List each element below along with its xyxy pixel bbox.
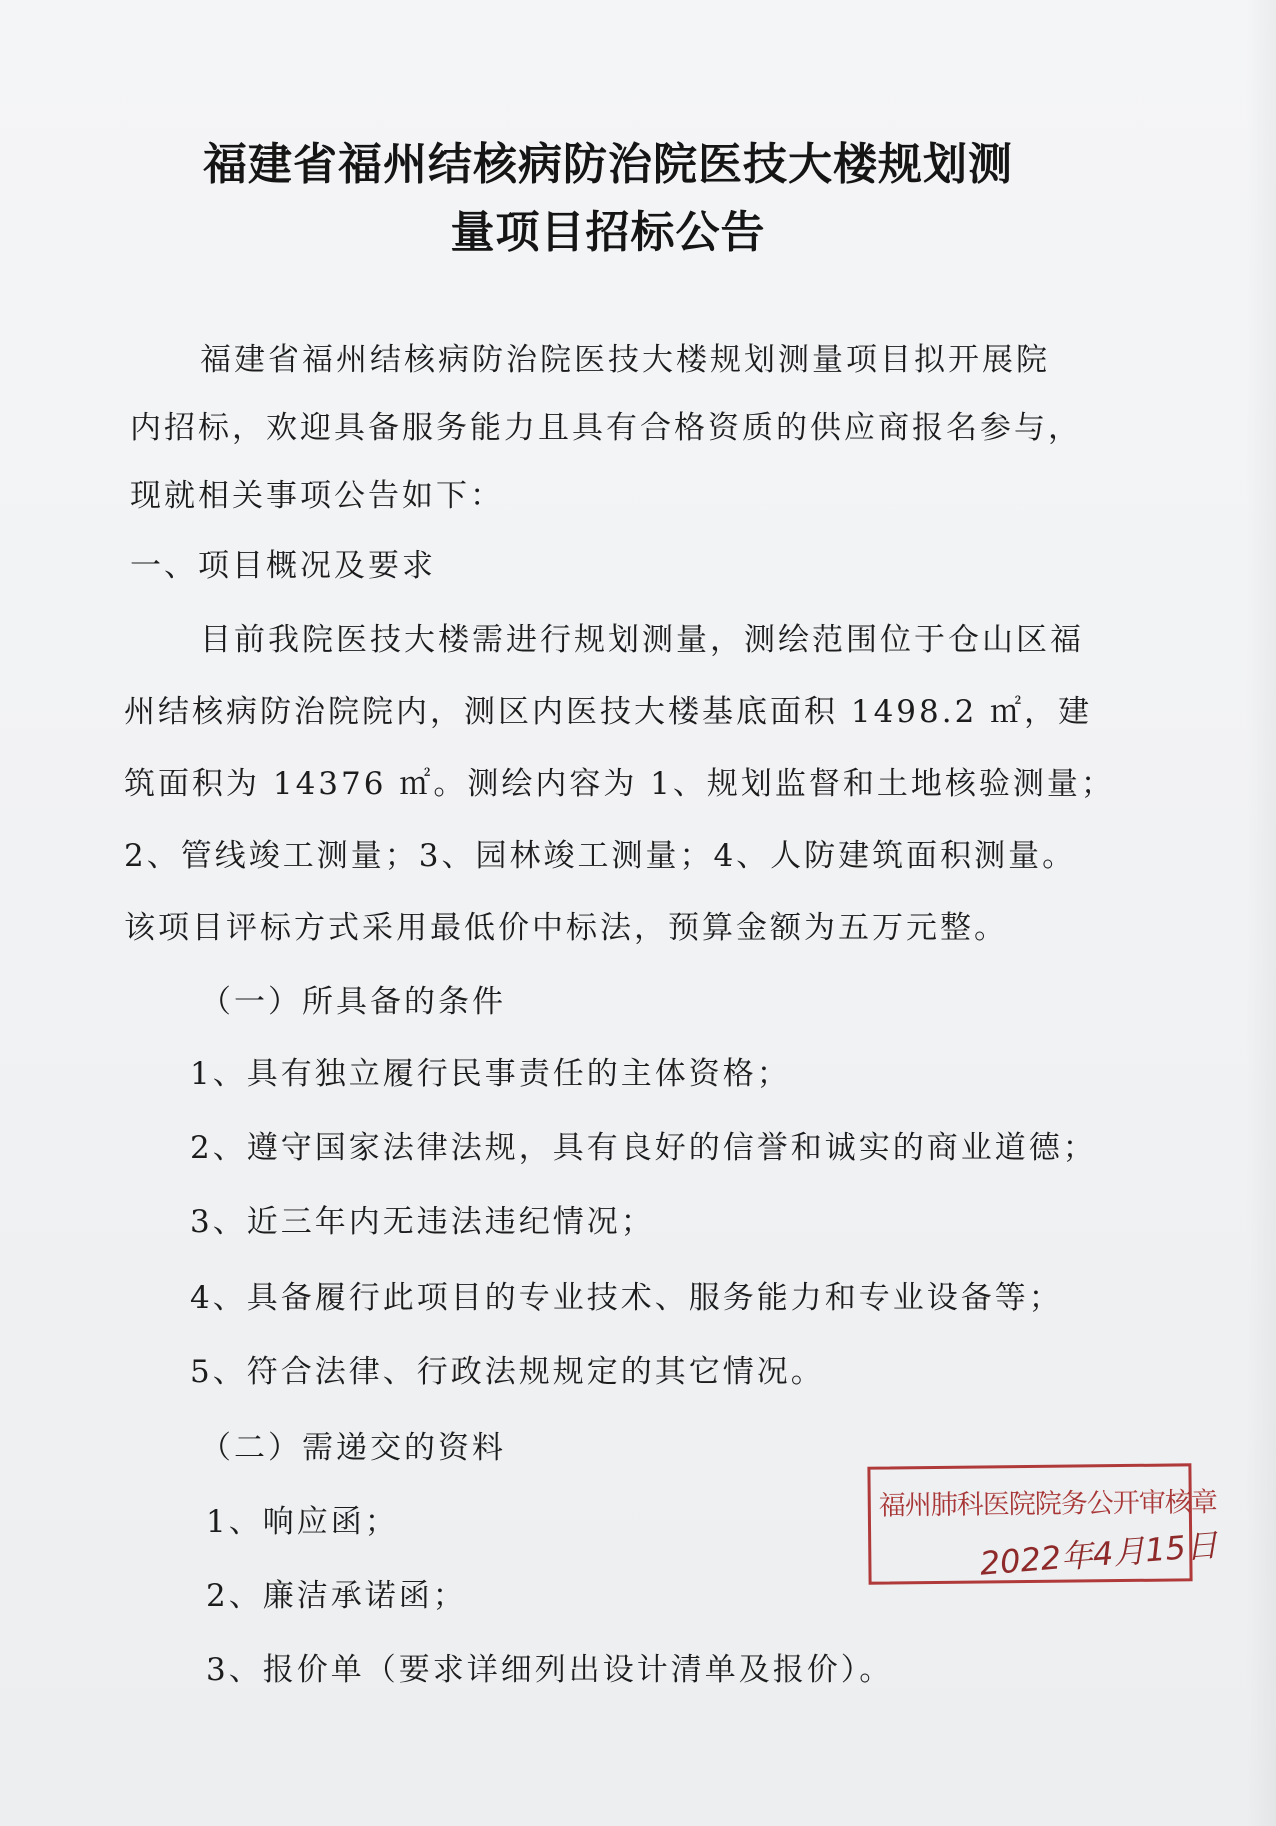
stamp-title: 福州肺科医院院务公开审核章 (878, 1487, 1217, 1522)
section-1-heading: 一、项目概况及要求 (130, 548, 436, 584)
section-1-line-2: 州结核病防治院院内，测区内医技大楼基底面积 1498.2 ㎡，建 (124, 694, 1093, 730)
stamp-date: 2022年4月15日 (978, 1525, 1220, 1583)
intro-line-3: 现就相关事项公告如下： (130, 478, 504, 514)
condition-item-1: 1、具有独立履行民事责任的主体资格； (190, 1056, 791, 1092)
condition-item-2: 2、遵守国家法律法规，具有良好的信誉和诚实的商业道德； (190, 1130, 1097, 1166)
section-1-line-4: 2、管线竣工测量；3、园林竣工测量；4、人防建筑面积测量。 (124, 838, 1077, 874)
condition-item-4: 4、具备履行此项目的专业技术、服务能力和专业设备等； (190, 1280, 1063, 1316)
document-title-line-1: 福建省福州结核病防治院医技大楼规划测 (203, 139, 1013, 190)
condition-item-5: 5、符合法律、行政法规规定的其它情况。 (190, 1354, 825, 1390)
materials-heading: （二）需递交的资料 (200, 1430, 506, 1466)
material-item-1: 1、响应函； (206, 1504, 399, 1540)
intro-line-1: 福建省福州结核病防治院医技大楼规划测量项目拟开展院 (200, 342, 1050, 378)
section-1-line-5: 该项目评标方式采用最低价中标法，预算金额为五万元整。 (124, 910, 1008, 946)
document-title-line-2: 量项目招标公告 (450, 207, 766, 258)
section-1-line-1: 目前我院医技大楼需进行规划测量，测绘范围位于仓山区福 (200, 622, 1084, 658)
condition-item-3: 3、近三年内无违法违纪情况； (190, 1204, 655, 1240)
conditions-heading: （一）所具备的条件 (200, 984, 506, 1020)
material-item-2: 2、廉洁承诺函； (206, 1578, 467, 1614)
approval-stamp (867, 1463, 1220, 1584)
intro-line-2: 内招标，欢迎具备服务能力且具有合格资质的供应商报名参与， (130, 410, 1082, 446)
section-1-line-3: 筑面积为 14376 ㎡。测绘内容为 1、规划监督和土地核验测量； (124, 766, 1115, 802)
material-item-3: 3、报价单（要求详细列出设计清单及报价）。 (206, 1652, 894, 1688)
page-edge-shadow (1246, 0, 1276, 1826)
